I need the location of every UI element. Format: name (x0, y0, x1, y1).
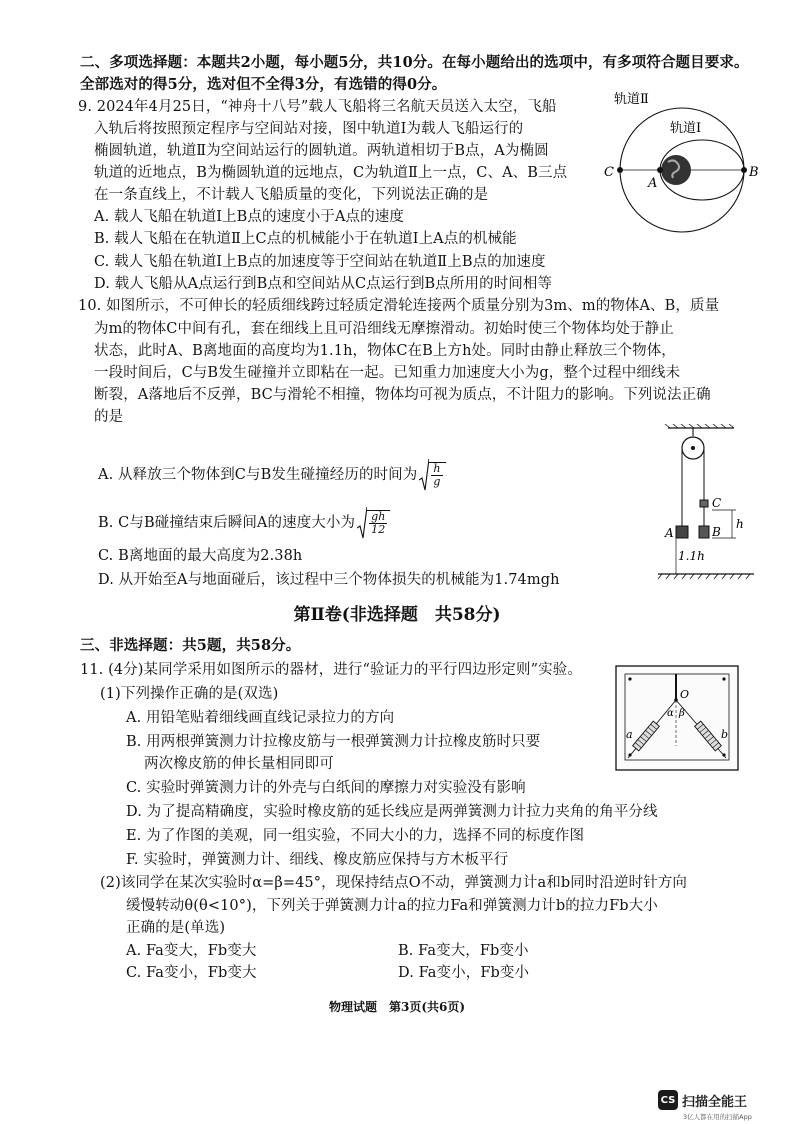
scanner-app-name: 扫描全能王 (682, 1094, 748, 1110)
q10-option-b-text: B. C与B碰撞结束后瞬间A的速度大小为 (98, 515, 356, 531)
frac-gh: gh (371, 510, 386, 523)
q9-line-5: 在一条直线上，不计载人飞船质量的变化，下列说法正确的是 (94, 187, 489, 203)
fig10-label-a: A (665, 526, 674, 540)
q9-option-d: D. 载人飞船从A点运行到B点和空间站从C点运行到B点所用的时间相等 (94, 276, 553, 292)
frac-g: g (433, 475, 441, 488)
q10-line-4: 一段时间后，C与B发生碰撞并立即粘在一起。已知重力加速度大小为g，整个过程中细线未 (94, 365, 681, 381)
q9-line-4: 轨道的近地点，B为椭圆轨道的远地点，C为轨道Ⅱ上一点，C、A、B三点 (94, 165, 568, 181)
q11-sub1-option-f: F. 实验时，弹簧测力计、细线、橡皮筋应保持与方木板平行 (126, 852, 509, 868)
section2-heading-line1: 二、多项选择题：本题共2小题，每小题5分，共10分。在每小题给出的选项中，有多项符合题目要求。 (80, 54, 749, 71)
q11-sub1: (1)下列操作正确的是(双选) (100, 686, 279, 702)
ground-hatch (658, 574, 750, 579)
scanner-logo (658, 1090, 747, 1110)
pulley-axle (691, 446, 695, 450)
q11-sub1-option-b-cont: 两次橡皮筋的伸长量相同即可 (144, 756, 334, 772)
pin-icon (628, 677, 631, 680)
q11-sub1-option-b: B. 用两根弹簧测力计拉橡皮筋与一根弹簧测力计拉橡皮筋时只要 (126, 734, 541, 750)
q11-sub2-option-d: D. Fa变小，Fb变小 (398, 965, 530, 981)
sqrt-gh-over-12 (357, 506, 390, 540)
scanner-app-tagline: 3亿人都在用的扫描App (683, 1113, 752, 1121)
q10-line-1: 10. 如图所示，不可伸长的轻质细线跨过轻质定滑轮连接两个质量分别为3m、m的物体A、B，质量 (78, 298, 720, 314)
fig10-label-h: h (736, 517, 744, 531)
label-a: A (648, 176, 658, 191)
q10-option-a (98, 458, 446, 492)
q9-option-c: C. 载人飞船在轨道Ⅰ上B点的加速度等于空间站在轨道Ⅱ上B点的加速度 (94, 254, 546, 270)
page-footer: 物理试题 第3页(共6页) (328, 1000, 466, 1014)
q11-sub1-option-d: D. 为了提高精确度，实验时橡皮筋的延长线应是两弹簧测力计拉力夹角的角平分线 (126, 804, 658, 820)
q9-line-3: 椭圆轨道，轨道Ⅱ为空间站运行的圆轨道。两轨道相切于B点，A为椭圆 (94, 143, 549, 159)
q10-line-5: 断裂，A落地后不反弹，BC与滑轮不相撞，物体均可视为质点，不计阻力的影响。下列说法正确 (94, 387, 711, 403)
block-c (700, 500, 708, 507)
fig11-label-o: O (680, 688, 690, 701)
q11-sub1-option-e: E. 为了作图的美观，同一组实验，不同大小的力，选择不同的标度作图 (126, 828, 585, 844)
q9-orbit-figure (598, 92, 768, 252)
q10-option-a-text: A. 从释放三个物体到C与B发生碰撞经历的时间为 (98, 467, 418, 483)
q11-sub1-option-c: C. 实验时弹簧测力计的外壳与白纸间的摩擦力对实验没有影响 (126, 780, 526, 796)
frac-12: 12 (371, 523, 386, 536)
q10-line-3: 状态，此时A、B离地面的高度均为1.1h，物体C在B上方h处。同时由静止释放三个物体， (94, 343, 676, 359)
section2-heading-line2: 全部选对的得5分，选对但不全得3分，有选错的得0分。 (80, 76, 447, 93)
frac-h: h (433, 462, 441, 475)
q11-board-figure (614, 664, 740, 774)
fig11-label-a: a (626, 728, 633, 741)
fig10-label-1-1h: 1.1h (678, 549, 705, 563)
q11-stem: 11. (4分)某同学采用如图所示的器材，进行“验证力的平行四边形定则”实验。 (80, 662, 582, 678)
q10-pulley-figure (656, 424, 756, 584)
q10-option-c: C. B离地面的最大高度为2.38h (98, 548, 303, 564)
q11-sub2-line-1: (2)该同学在某次实验时α=β=45°，现保持结点O不动，弹簧测力计a和b同时沿逆时针方向 (100, 875, 688, 891)
earth-icon (661, 155, 691, 185)
pin-icon (722, 677, 725, 680)
q9-line-1: 9. 2024年4月25日，“神舟十八号”载人飞船将三名航天员送入太空，飞船 (78, 99, 557, 115)
q11-sub2-option-a: A. Fa变大，Fb变大 (126, 943, 257, 959)
point-a-dot (657, 167, 663, 173)
sqrt-h-over-g (419, 458, 445, 492)
label-b: B (749, 165, 759, 180)
q11-sub2-option-c: C. Fa变小，Fb变大 (126, 965, 257, 981)
q11-sub2-line-3: 正确的是(单选) (126, 920, 226, 936)
cs-badge-icon: CS (658, 1090, 678, 1110)
label-orbit-2: 轨道Ⅱ (614, 92, 649, 107)
q9-option-a: A. 载人飞船在轨道Ⅰ上B点的速度小于A点的速度 (94, 209, 404, 225)
knot-o (674, 698, 678, 702)
block-a (676, 526, 688, 538)
q11-sub1-option-a: A. 用铅笔贴着细线画直线记录拉力的方向 (126, 710, 395, 726)
point-b-dot (741, 167, 747, 173)
label-orbit-1: 轨道Ⅰ (670, 121, 702, 136)
fig11-label-b: b (721, 728, 729, 741)
q10-option-b (98, 506, 390, 540)
part2-title: 第Ⅱ卷(非选择题 共58分) (293, 605, 501, 625)
q10-line-6: 的是 (94, 409, 124, 425)
q11-sub2-option-b: B. Fa变大，Fb变小 (398, 943, 529, 959)
ceiling-hatch (665, 424, 734, 428)
block-b (699, 526, 709, 538)
fig11-label-beta: β (679, 708, 685, 719)
q9-option-b: B. 载人飞船在在轨道Ⅱ上C点的机械能小于在轨道Ⅰ上A点的机械能 (94, 231, 517, 247)
q9-line-2: 入轨后将按照预定程序与空间站对接，图中轨道Ⅰ为载人飞船运行的 (94, 121, 524, 137)
section3-heading: 三、非选择题：共5题，共58分。 (80, 637, 301, 654)
fig10-label-c: C (712, 496, 722, 510)
q11-sub2-line-2: 缓慢转动θ(θ<10°)，下列关于弹簧测力计a的拉力Fa和弹簧测力计b的拉力Fb大小 (126, 898, 658, 914)
q10-option-d: D. 从开始至A与地面碰后，该过程中三个物体损失的机械能为1.74mgh (98, 572, 560, 588)
q10-line-2: 为m的物体C中间有孔，套在细线上且可沿细线无摩擦滑动。初始时使三个物体均处于静止 (94, 321, 674, 337)
fig10-label-b: B (712, 525, 721, 539)
fig11-label-alpha: α (667, 708, 674, 719)
label-c: C (604, 165, 614, 180)
point-c-dot (617, 167, 623, 173)
